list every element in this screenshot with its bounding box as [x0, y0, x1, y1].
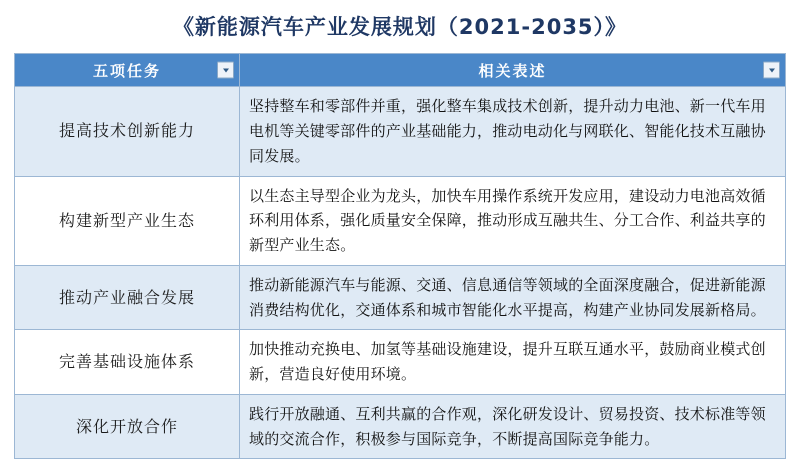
task-description: 以生态主导型企业为龙头，加快车用操作系统开发应用，建设动力电池高效循环利用体系，强化质量安全保障，推动形成互融共生、分工合作、利益共享的新型产业生态。: [240, 176, 786, 265]
task-description: 推动新能源汽车与能源、交通、信息通信等领域的全面深度融合，促进新能源消费结构优化，交通体系和城市智能化水平提高，构建产业协同发展新格局。: [240, 265, 786, 330]
task-name: 完善基础设施体系: [15, 330, 240, 395]
task-name: 提高技术创新能力: [15, 87, 240, 176]
chevron-down-icon: [769, 68, 775, 72]
table-row: [15, 265, 786, 330]
column-header-task-label: 五项任务: [92, 61, 161, 80]
table-header: [15, 54, 786, 87]
task-name: 深化开放合作: [15, 394, 240, 459]
task-description: 坚持整车和零部件并重，强化整车集成技术创新，提升动力电池、新一代车用电机等关键零部件的产业基础能力，推动电动化与网联化、智能化技术互融协同发展。: [240, 87, 786, 176]
table-row: [15, 394, 786, 459]
column-header-task: [15, 54, 240, 87]
table-body: [15, 87, 786, 459]
five-tasks-table: [14, 53, 786, 459]
task-description: 践行开放融通、互利共赢的合作观，深化研发设计、贸易投资、技术标准等领域的交流合作，积极参与国际竞争，不断提高国际竞争能力。: [240, 394, 786, 459]
page-bottom-divider: [14, 452, 786, 454]
task-name: 推动产业融合发展: [15, 265, 240, 330]
table-row: [15, 330, 786, 395]
table-row: [15, 87, 786, 176]
column-header-description-label: 相关表述: [478, 61, 547, 80]
task-description: 加快推动充换电、加氢等基础设施建设，提升互联互通水平，鼓励商业模式创新，营造良好使用环境。: [240, 330, 786, 395]
table-header-row: [15, 54, 786, 87]
page-title: 《新能源汽车产业发展规划（2021-2035）》: [172, 15, 628, 39]
chevron-down-icon: [223, 68, 229, 72]
task-name: 构建新型产业生态: [15, 176, 240, 265]
filter-dropdown-icon-description[interactable]: [763, 62, 780, 79]
filter-dropdown-icon-task[interactable]: [217, 62, 234, 79]
column-header-description: [240, 54, 786, 87]
table-row: [15, 176, 786, 265]
